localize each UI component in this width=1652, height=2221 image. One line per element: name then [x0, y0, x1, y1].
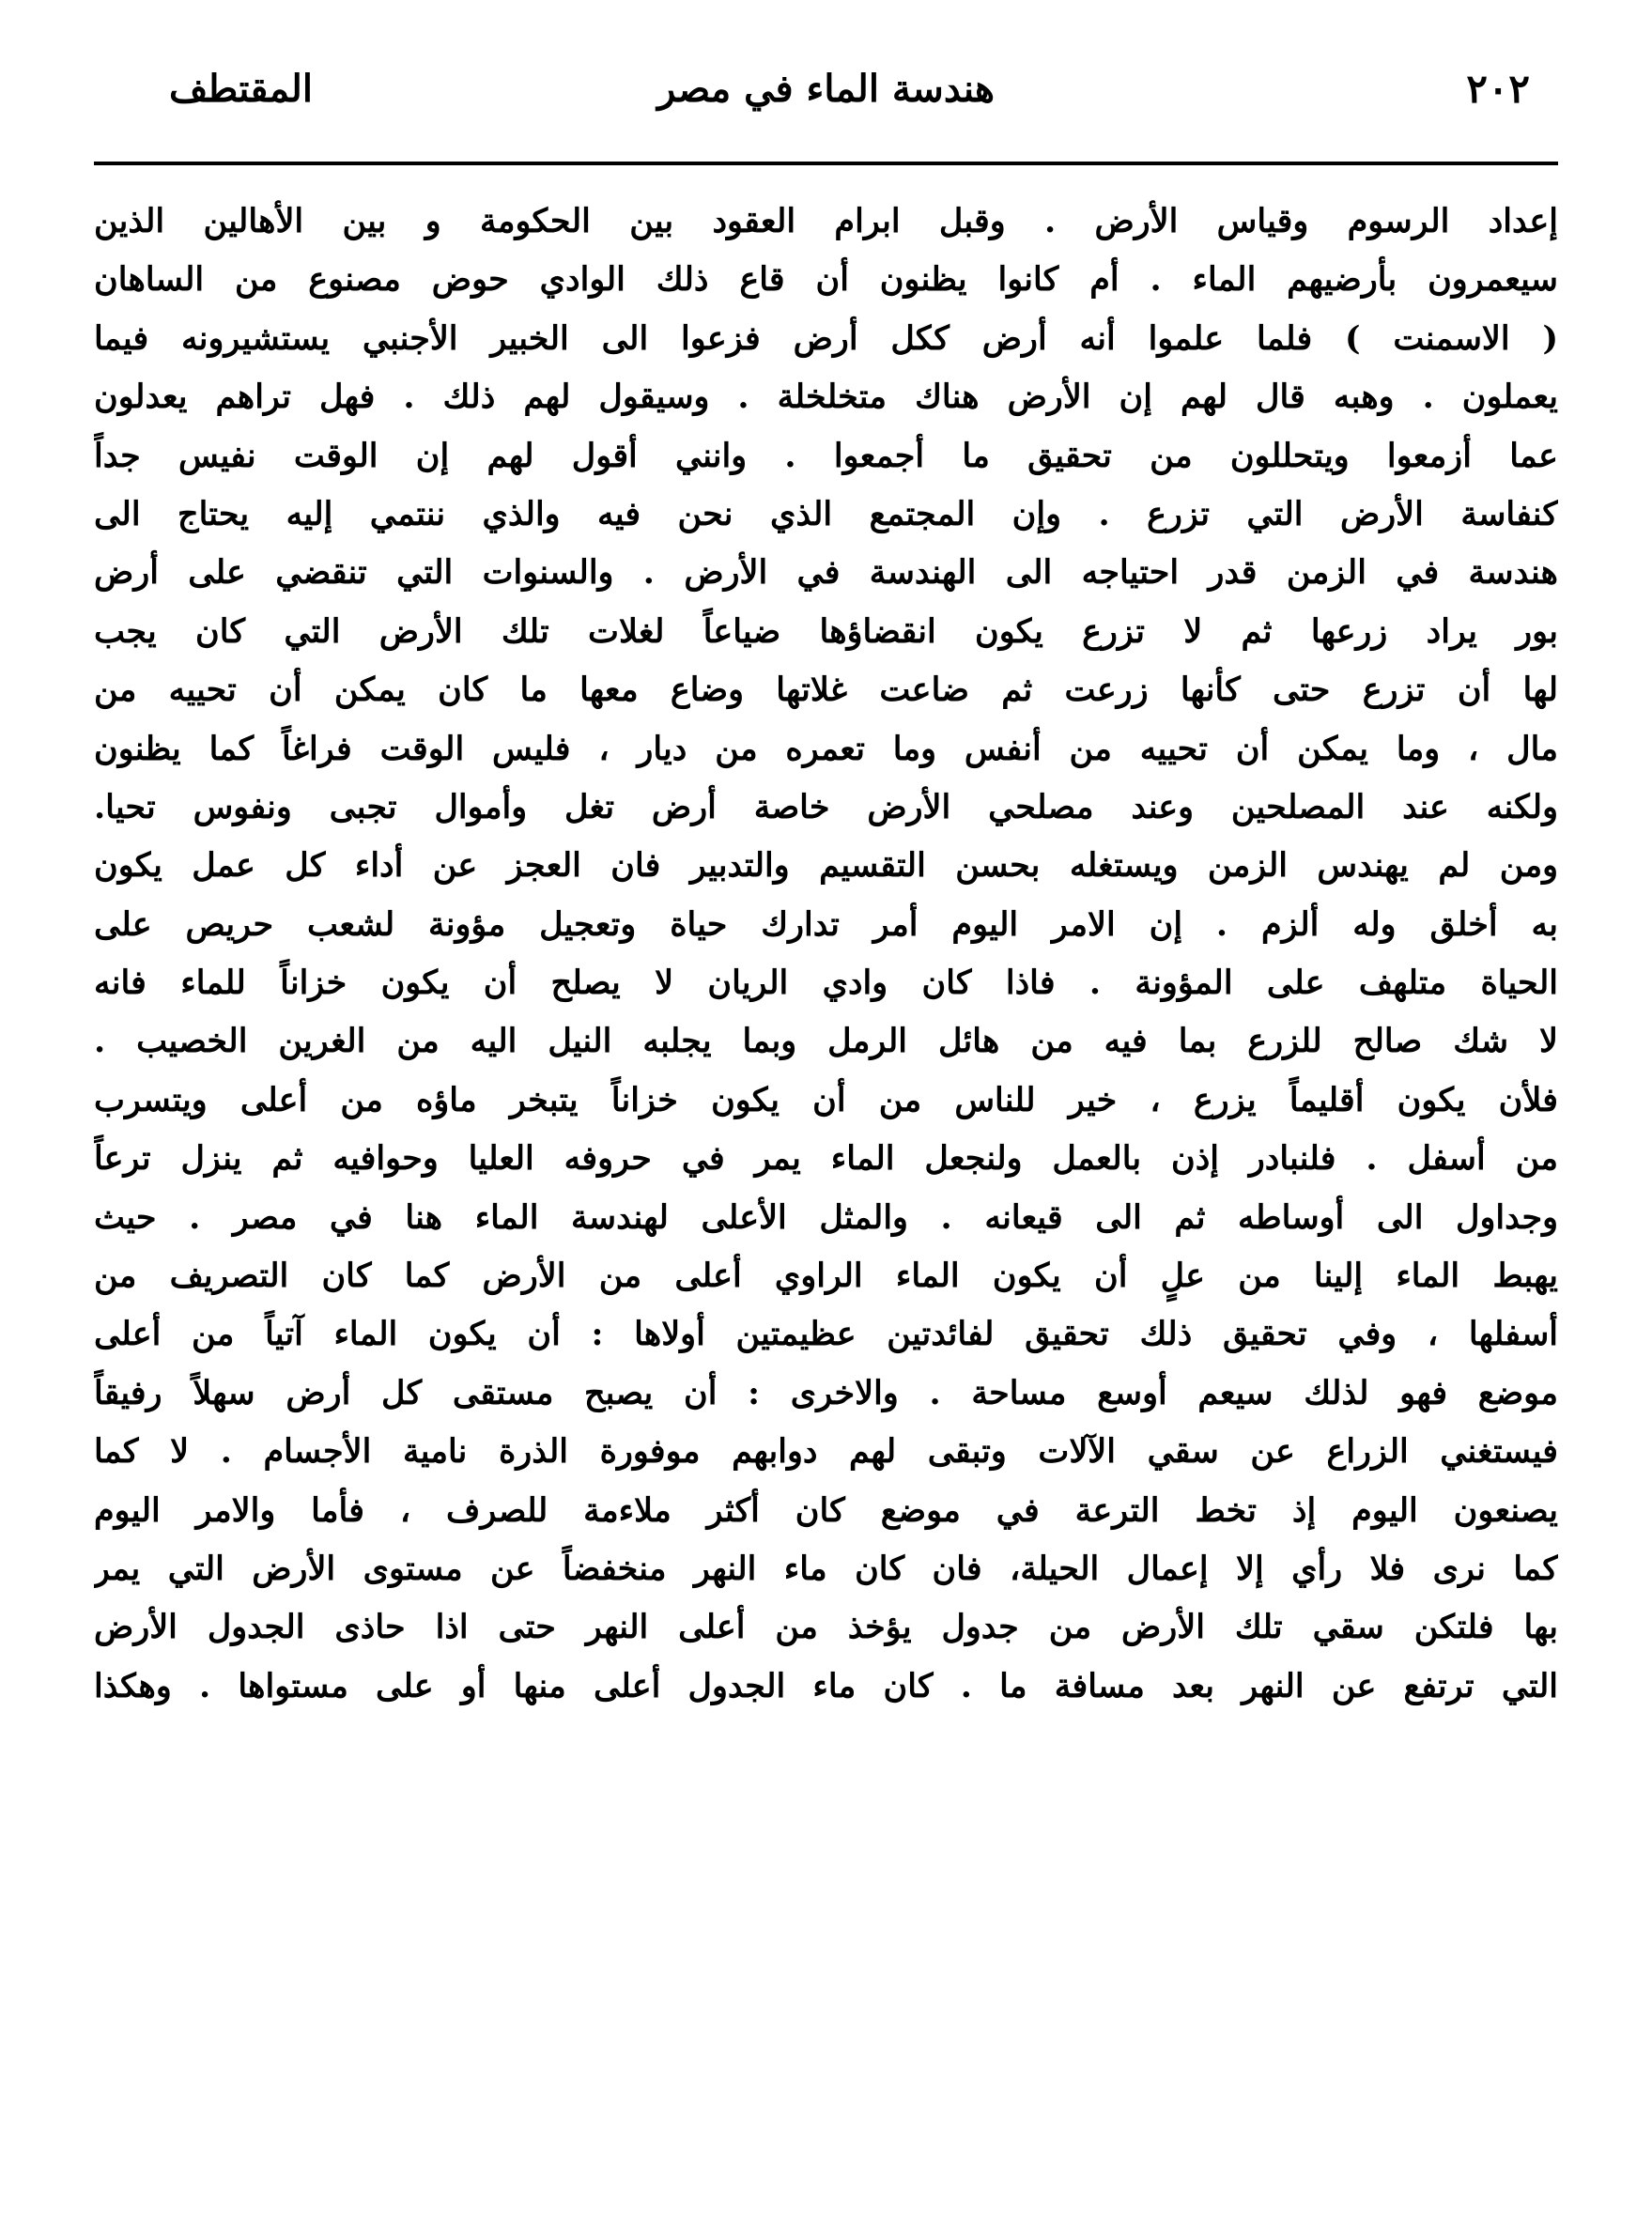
text-line: كما نرى فلا رأي إلا إعمال الحيلة، فان كان ماء النهر منخفضاً عن مستوى الأرض التي يمر [94, 1549, 1558, 1588]
text-line: يهبط الماء إلينا من علٍ أن يكون الماء الراوي أعلى من الأرض كما كان التصريف من [94, 1257, 1558, 1296]
text-line: ( الاسمنت ) فلما علموا أنه أرض ككل أرض فزعوا الى الخبير الأجنبي يستشيرونه فيما [94, 318, 1558, 358]
text-line: كنفاسة الأرض التي تزرع . وإن المجتمع الذي نحن فيه والذي ننتمي إليه يحتاج الى [94, 494, 1558, 533]
text-line: التي ترتفع عن النهر بعد مسافة ما . كان ماء الجدول أعلى منها أو على مستواها . وهكذا [94, 1666, 1558, 1705]
text-line: لا شك صالح للزرع بما فيه من هائل الرمل وبما يجلبه النيل اليه من الغرين الخصيب . [94, 1022, 1558, 1061]
text-line: موضع فهو لذلك سيعم أوسع مساحة . والاخرى : أن يصبح مستقى كل أرض سهلاً رفيقاً [94, 1373, 1558, 1412]
header-rule [94, 162, 1558, 165]
running-title: هندسة الماء في مصر [657, 67, 995, 111]
text-line: به أخلق وله ألزم . إن الامر اليوم أمر تدارك حياة وتعجيل مؤونة لشعب حريص على [94, 904, 1558, 944]
text-line: إعداد الرسوم وقياس الأرض . وقبل ابرام العقود بين الحكومة و بين الأهالين الذين [94, 202, 1558, 240]
text-line: لها أن تزرع حتى كأنها زرعت ثم ضاعت غلاتها وضاع معها ما كان يمكن أن تحييه من [94, 671, 1558, 710]
text-line: يعملون . وهبه قال لهم إن الأرض هناك متخلخلة . وسيقول لهم ذلك . فهل تراهم يعدلون [94, 378, 1558, 417]
text-line: مال ، وما يمكن أن تحييه من أنفس وما تعمره من ديار ، فليس الوقت فراغاً كما يظنون [94, 729, 1558, 768]
text-line: هندسة في الزمن قدر احتياجه الى الهندسة في الأرض . والسنوات التي تنقضي على أرض [94, 553, 1558, 593]
text-line: ومن لم يهندس الزمن ويستغله بحسن التقسيم والتدبير فان العجز عن أداء كل عمل يكون [94, 846, 1558, 886]
text-line: بها فلتكن سقي تلك الأرض من جدول يؤخذ من أعلى النهر حتى اذا حاذى الجدول الأرض [94, 1608, 1558, 1647]
body-text [94, 193, 1558, 1716]
text-line: بور يراد زرعها ثم لا تزرع يكون انقضاؤها ضياعاً لغلات تلك الأرض التي كان يجب [94, 611, 1558, 651]
text-line: أسفلها ، وفي تحقيق ذلك تحقيق لفائدتين عظيمتين أولاها : أن يكون الماء آتياً من أعلى [94, 1315, 1558, 1354]
text-line: سيعمرون بأرضيهم الماء . أم كانوا يظنون أن قاع ذلك الوادي حوض مصنوع من الساهان [94, 260, 1558, 300]
page-number: ٢٠٢ [1466, 66, 1530, 112]
journal-name: المقتطف [169, 67, 313, 111]
text-line: من أسفل . فلنبادر إذن بالعمل ولنجعل الماء يمر في حروفه العليا وحوافيه ثم ينزل ترعاً [94, 1139, 1558, 1179]
text-line: يصنعون اليوم إذ تخط الترعة في موضع كان أكثر ملاءمة للصرف ، فأما والامر اليوم [94, 1490, 1558, 1530]
text-line: وجداول الى أوساطه ثم الى قيعانه . والمثل الأعلى لهندسة الماء هنا في مصر . حيث [94, 1197, 1558, 1237]
text-line: فلأن يكون أقليماً يزرع ، خير للناس من أن يكون خزاناً يتبخر ماؤه من أعلى ويتسرب [94, 1080, 1558, 1119]
text-line: الحياة متلهف على المؤونة . فاذا كان وادي الريان لا يصلح أن يكون خزاناً للماء فانه [94, 964, 1558, 1003]
text-line: ولكنه عند المصلحين وعند مصلحي الأرض خاصة أرض تغل وأموال تجبى ونفوس تحيا. [94, 787, 1558, 826]
text-line: عما أزمعوا ويتحللون من تحقيق ما أجمعوا . وانني أقول لهم إن الوقت نفيس جداً [94, 436, 1558, 475]
page-header [94, 52, 1558, 127]
text-line: فيستغني الزراع عن سقي الآلات وتبقى لهم دوابهم موفورة الذرة نامية الأجسام . لا كما [94, 1432, 1558, 1472]
